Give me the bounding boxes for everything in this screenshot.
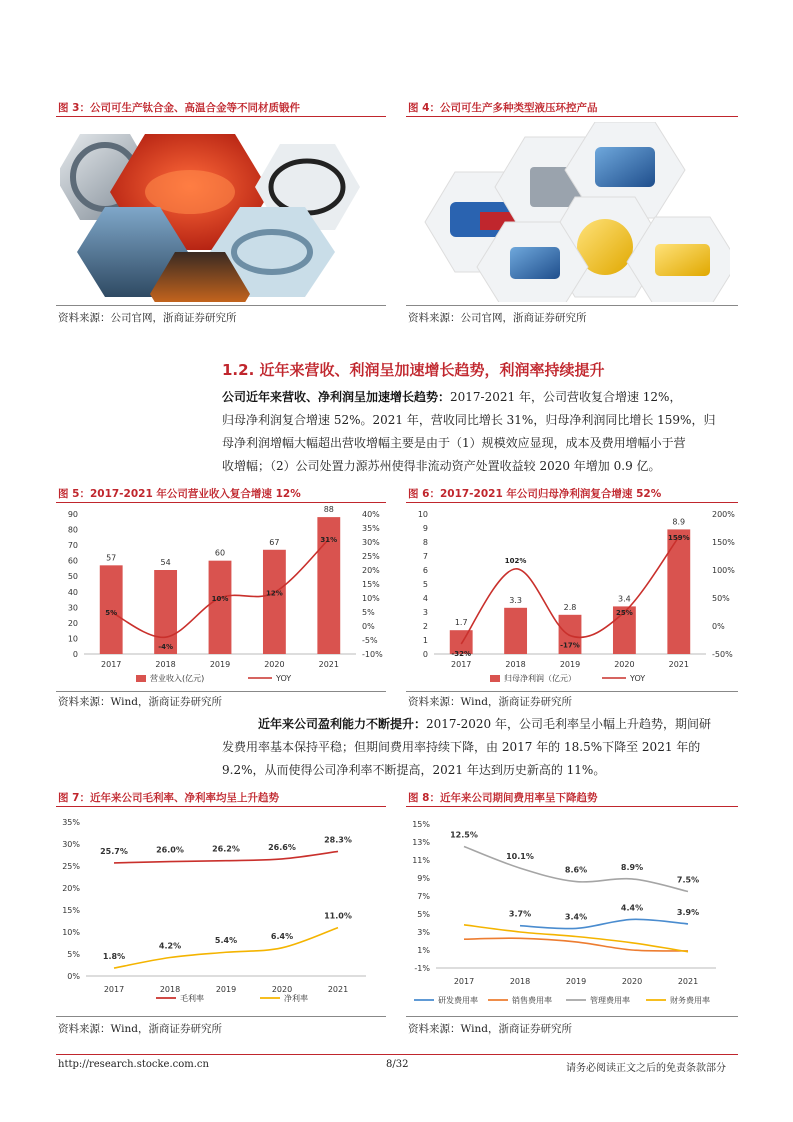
series-line xyxy=(114,928,338,968)
x-tick-label: 2021 xyxy=(318,660,339,669)
fig5-title: 图 5：2017-2021 年公司营业收入复合增速 12% xyxy=(58,488,301,500)
legend-line-label: YOY xyxy=(630,674,646,683)
x-tick-label: 2017 xyxy=(103,985,125,994)
y-tick-label: 11% xyxy=(412,856,430,865)
y-right-tick-label: 0% xyxy=(362,622,375,631)
legend-bar-swatch xyxy=(490,675,500,682)
y-tick-label: 15% xyxy=(412,820,430,829)
y-tick-label: 25% xyxy=(62,862,80,871)
fig3-bottom-rule xyxy=(56,305,386,306)
y-tick-label: -1% xyxy=(414,964,430,973)
yoy-value-label: -17% xyxy=(560,641,580,650)
x-tick-label: 2021 xyxy=(668,660,689,669)
y-right-tick-label: 25% xyxy=(362,552,380,561)
x-tick-label: 2017 xyxy=(451,660,472,669)
yoy-value-label: 5% xyxy=(105,609,118,617)
fig7-top-rule xyxy=(56,806,386,807)
bar xyxy=(209,561,232,654)
fig3-top-rule xyxy=(56,116,386,117)
y-left-tick-label: 20 xyxy=(67,618,78,628)
x-tick-label: 2018 xyxy=(155,660,176,669)
legend-label: 净利率 xyxy=(284,994,308,1003)
y-right-tick-label: 5% xyxy=(362,608,375,617)
y-left-tick-label: 0 xyxy=(72,650,78,659)
para2-line1: 2017-2020 年，公司毛利率呈小幅上升趋势，期间研 xyxy=(426,717,711,731)
legend-bar-label: 营业收入(亿元) xyxy=(150,674,205,683)
y-left-tick-label: 10 xyxy=(67,634,78,644)
legend-label: 研发费用率 xyxy=(438,996,478,1005)
bar-value-label: 67 xyxy=(269,537,280,547)
y-left-tick-label: 1 xyxy=(422,636,428,645)
y-right-tick-label: -5% xyxy=(362,636,378,645)
para2-lead: 近年来公司盈利能力不断提升： xyxy=(258,717,427,731)
fig3-forgings-photo-collage xyxy=(60,122,380,302)
para1-line1: 2017-2021 年，公司营收复合增速 12%， xyxy=(450,390,682,404)
fig8-title: 图 8：近年来公司期间费用率呈下降趋势 xyxy=(408,792,598,804)
bar xyxy=(154,570,177,654)
fig8-expense-ratio-chart xyxy=(406,808,738,1014)
y-tick-label: 13% xyxy=(412,838,430,847)
fig4-title: 图 4：公司可生产多种类型液压环控产品 xyxy=(408,102,598,114)
para2-line2: 发费用率基本保持平稳；但期间费用率持续下降，由 2017 年的 18.5%下降至 2021 年的 xyxy=(222,740,701,754)
series-value-label: 3.4% xyxy=(564,912,588,922)
paragraph-revenue-profit xyxy=(222,386,739,478)
bar-value-label: 8.9 xyxy=(672,517,686,527)
footer-url[interactable]: http://research.stocke.com.cn xyxy=(58,1059,209,1070)
series-value-label: 7.5% xyxy=(676,875,700,885)
fig5-bottom-rule xyxy=(56,691,386,692)
para1-line3: 母净利润增幅大幅超出营收增幅主要是由于（1）规模效应显现，成本及费用增幅小于营 xyxy=(222,436,686,450)
section-heading: 1.2. 近年来营收、利润呈加速增长趋势，利润率持续提升 xyxy=(222,361,605,379)
x-tick-label: 2019 xyxy=(209,660,231,669)
x-tick-label: 2020 xyxy=(621,977,643,986)
y-right-tick-label: -50% xyxy=(712,650,733,659)
y-left-tick-label: 2 xyxy=(422,622,428,631)
series-value-label: 4.4% xyxy=(620,903,644,913)
series-value-label: 26.0% xyxy=(156,845,184,855)
y-left-tick-label: 0 xyxy=(422,650,428,659)
para2-line3: 9.2%，从而使得公司净利率不断提高，2021 年达到历史新高的 11%。 xyxy=(222,763,606,777)
y-left-tick-label: 5 xyxy=(422,580,428,589)
series-value-label: 3.9% xyxy=(676,907,700,917)
y-right-tick-label: 50% xyxy=(712,594,730,603)
y-left-tick-label: 10 xyxy=(417,510,428,519)
fig4-bottom-rule xyxy=(406,305,738,306)
series-value-label: 8.9% xyxy=(620,862,644,872)
legend-label: 销售费用率 xyxy=(512,996,552,1005)
y-right-tick-label: 200% xyxy=(712,510,735,519)
fig3-source: 资料来源：公司官网，浙商证券研究所 xyxy=(58,312,237,324)
bar-value-label: 60 xyxy=(214,548,226,558)
series-value-label: 26.6% xyxy=(268,842,296,852)
legend-label: 管理费用率 xyxy=(590,996,630,1005)
fig5-revenue-chart xyxy=(56,504,388,690)
yoy-value-label: -32% xyxy=(451,649,472,658)
y-right-tick-label: 150% xyxy=(712,538,735,547)
series-line xyxy=(464,938,688,951)
y-right-tick-label: 100% xyxy=(712,566,735,575)
x-tick-label: 2020 xyxy=(264,660,285,669)
series-value-label: 8.6% xyxy=(564,865,588,875)
bar xyxy=(504,608,527,654)
y-left-tick-label: 60 xyxy=(67,556,78,566)
fig3-title: 图 3：公司可生产钛合金、高温合金等不同材质锻件 xyxy=(58,102,300,114)
fig8-bottom-rule xyxy=(406,1016,738,1017)
series-line xyxy=(520,919,688,928)
fig6-source: 资料来源：Wind，浙商证券研究所 xyxy=(408,696,572,708)
bar-value-label: 57 xyxy=(106,553,117,563)
y-left-tick-label: 4 xyxy=(422,594,428,603)
fig6-net-profit-chart xyxy=(406,504,738,690)
y-left-tick-label: 70 xyxy=(67,541,78,551)
x-tick-label: 2019 xyxy=(565,977,587,986)
fig7-bottom-rule xyxy=(56,1016,386,1017)
para1-line2: 归母净利润复合增速 52%。2021 年，营收同比增长 31%，归母净利润同比增长 159%，归 xyxy=(222,413,716,427)
x-tick-label: 2019 xyxy=(559,660,581,669)
y-right-tick-label: -10% xyxy=(362,650,383,659)
x-tick-label: 2018 xyxy=(509,977,531,986)
para1-line4: 收增幅；（2）公司处置力源苏州使得非流动资产处置收益较 2020 年增加 0.9 亿。 xyxy=(222,459,661,473)
y-left-tick-label: 30 xyxy=(67,603,78,613)
y-tick-label: 5% xyxy=(417,910,430,919)
fig8-top-rule xyxy=(406,806,738,807)
bar-value-label: 54 xyxy=(160,558,171,567)
footer-disclaimer: 请务必阅读正文之后的免责条款部分 xyxy=(566,1063,726,1074)
x-tick-label: 2020 xyxy=(614,660,635,669)
fig7-margin-chart xyxy=(56,808,388,1014)
paragraph-profitability xyxy=(222,713,739,782)
y-tick-label: 9% xyxy=(417,874,430,883)
bar-value-label: 88 xyxy=(323,505,334,515)
x-tick-label: 2017 xyxy=(453,977,475,986)
series-value-label: 12.5% xyxy=(450,830,478,840)
series-value-label: 26.2% xyxy=(212,844,240,854)
legend-line-label: YOY xyxy=(276,674,292,683)
fig7-source: 资料来源：Wind，浙商证券研究所 xyxy=(58,1023,222,1035)
y-tick-label: 15% xyxy=(62,906,80,915)
fig4-source: 资料来源：公司官网，浙商证券研究所 xyxy=(408,312,587,324)
footer-rule xyxy=(56,1054,738,1055)
y-tick-label: 3% xyxy=(417,928,430,937)
fig5-source: 资料来源：Wind，浙商证券研究所 xyxy=(58,696,222,708)
legend-label: 财务费用率 xyxy=(670,996,710,1005)
y-tick-label: 30% xyxy=(62,840,80,849)
series-value-label: 6.4% xyxy=(270,931,294,941)
bar-value-label: 1.7 xyxy=(454,618,468,628)
y-left-tick-label: 80 xyxy=(67,525,78,535)
y-right-tick-label: 30% xyxy=(362,538,380,547)
y-tick-label: 20% xyxy=(62,884,80,893)
bar-value-label: 3.3 xyxy=(509,595,522,605)
x-tick-label: 2018 xyxy=(159,985,181,994)
y-left-tick-label: 8 xyxy=(422,538,428,547)
para1-lead: 公司近年来营收、净利润呈加速增长趋势： xyxy=(222,390,451,404)
fig8-source: 资料来源：Wind，浙商证券研究所 xyxy=(408,1023,572,1035)
series-value-label: 1.8% xyxy=(102,952,126,962)
y-left-tick-label: 90 xyxy=(67,510,78,519)
x-tick-label: 2019 xyxy=(215,985,237,994)
fig6-bottom-rule xyxy=(406,691,738,692)
bar xyxy=(263,550,286,654)
series-value-label: 28.3% xyxy=(324,835,352,845)
bar-value-label: 2.8 xyxy=(563,602,577,612)
series-value-label: 11.0% xyxy=(324,911,352,921)
y-left-tick-label: 40 xyxy=(67,587,78,597)
x-tick-label: 2018 xyxy=(505,660,526,669)
y-right-tick-label: 35% xyxy=(362,524,380,533)
fig4-hydraulic-products-photo-collage xyxy=(410,122,730,302)
legend-label: 毛利率 xyxy=(180,994,204,1003)
y-left-tick-label: 7 xyxy=(422,552,428,561)
y-tick-label: 0% xyxy=(67,972,80,981)
footer-page-number: 8/32 xyxy=(386,1059,409,1070)
series-value-label: 5.4% xyxy=(214,936,238,946)
fig5-top-rule xyxy=(56,502,386,503)
yoy-value-label: 12% xyxy=(266,589,283,598)
y-right-tick-label: 20% xyxy=(362,566,380,575)
series-value-label: 4.2% xyxy=(158,941,182,951)
y-left-tick-label: 3 xyxy=(422,608,428,617)
y-left-tick-label: 9 xyxy=(422,524,428,533)
bar-value-label: 3.4 xyxy=(618,594,631,604)
y-tick-label: 5% xyxy=(67,950,80,959)
yoy-value-label: 159% xyxy=(667,533,690,542)
x-tick-label: 2020 xyxy=(271,985,293,994)
fig7-title: 图 7：近年来公司毛利率、净利率均呈上升趋势 xyxy=(58,792,279,804)
fig4-top-rule xyxy=(406,116,738,117)
y-left-tick-label: 6 xyxy=(422,566,428,575)
y-right-tick-label: 0% xyxy=(712,622,725,631)
y-right-tick-label: 15% xyxy=(362,580,380,589)
series-value-label: 25.7% xyxy=(100,846,128,856)
fig6-top-rule xyxy=(406,502,738,503)
x-tick-label: 2021 xyxy=(327,985,349,994)
y-right-tick-label: 10% xyxy=(362,594,380,603)
y-right-tick-label: 40% xyxy=(362,510,380,519)
x-tick-label: 2021 xyxy=(677,977,699,986)
yoy-value-label: 31% xyxy=(320,536,338,545)
fig6-title: 图 6：2017-2021 年公司归母净利润复合增速 52% xyxy=(408,488,662,500)
legend-bar-label: 归母净利润（亿元） xyxy=(504,674,576,683)
yoy-value-label: 25% xyxy=(616,609,633,617)
yoy-value-label: 102% xyxy=(504,556,527,565)
x-tick-label: 2017 xyxy=(101,660,122,669)
series-value-label: 3.7% xyxy=(508,909,532,919)
y-tick-label: 1% xyxy=(417,946,430,955)
y-tick-label: 10% xyxy=(62,928,80,937)
y-tick-label: 7% xyxy=(417,892,430,901)
series-value-label: 10.1% xyxy=(506,852,534,862)
yoy-value-label: 10% xyxy=(211,595,229,603)
y-left-tick-label: 50 xyxy=(67,572,78,582)
y-tick-label: 35% xyxy=(62,818,80,827)
legend-bar-swatch xyxy=(136,675,146,682)
yoy-value-label: -4% xyxy=(158,643,173,652)
